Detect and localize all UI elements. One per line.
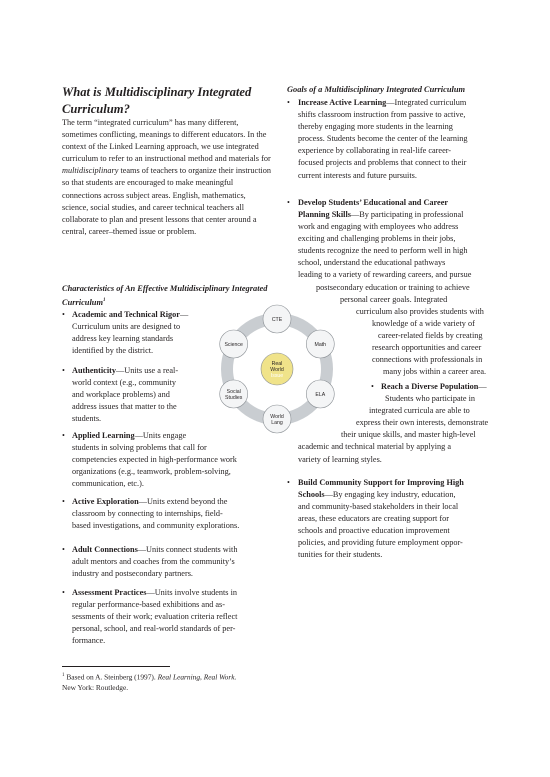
characteristic-line: organizations (e.g., teamwork, problem-solving, bbox=[72, 467, 231, 477]
footnote-divider bbox=[62, 666, 170, 667]
characteristic-line: communication, etc.). bbox=[72, 479, 144, 489]
characteristic-line: industry and postsecondary partners. bbox=[72, 569, 193, 579]
goal-line: policies, and providing future employment oppor- bbox=[298, 538, 463, 548]
characteristic-line: Curriculum units are designed to bbox=[72, 322, 181, 332]
goal-line: express their own interests, demonstrate bbox=[356, 418, 489, 428]
bullet-icon: • bbox=[62, 545, 65, 554]
goal-line: postsecondary education or training to achieve bbox=[316, 282, 470, 292]
characteristic-line: personal, school, and real-world standards of per- bbox=[72, 624, 236, 634]
curriculum-diagram bbox=[208, 300, 346, 438]
main-heading: What is Multidisciplinary Integrated Curriculum? bbox=[62, 85, 252, 116]
characteristic-text: — bbox=[179, 310, 189, 319]
goal-line: knowledge of a wide variety of bbox=[372, 318, 475, 328]
center-label: Issue bbox=[270, 373, 284, 379]
characteristic-term: Assessment Practices bbox=[72, 588, 147, 597]
goal-line: variety of learning styles. bbox=[298, 454, 382, 464]
characteristic-item bbox=[72, 309, 188, 321]
characteristic-line: address key learning standards bbox=[72, 334, 174, 344]
characteristic-term: Adult Connections bbox=[72, 545, 138, 554]
diagram-node-label: Studies bbox=[225, 395, 243, 401]
bullet-icon: • bbox=[62, 366, 65, 375]
goal-line: their unique skills, and master high-level bbox=[341, 430, 476, 440]
characteristic-line: world context (e.g., community bbox=[72, 378, 177, 388]
goal-line: work and engaging with employees who address bbox=[298, 222, 459, 231]
diagram-node-label: Science bbox=[224, 342, 243, 348]
goal-line: process. Students become the center of the learning bbox=[298, 134, 468, 144]
characteristic-term: Active Exploration bbox=[72, 497, 139, 506]
goal-term: Reach a Diverse Population bbox=[381, 382, 479, 391]
goal-text: — bbox=[478, 382, 487, 391]
goal-line: experience by collaborating in real-life career- bbox=[298, 146, 452, 156]
goal-item bbox=[298, 209, 463, 221]
bullet-icon: • bbox=[62, 588, 65, 597]
characteristic-term: Applied Learning bbox=[72, 431, 135, 440]
goal-line: curriculum also provides students with bbox=[356, 306, 484, 316]
goal-text: —Integrated curriculum bbox=[386, 98, 467, 107]
center-label: World bbox=[270, 367, 284, 373]
diagram-node-label: Math bbox=[314, 342, 327, 348]
characteristic-item bbox=[72, 544, 237, 556]
bullet-icon: • bbox=[371, 382, 374, 391]
bullet-icon: • bbox=[287, 478, 290, 487]
characteristic-term: Authenticity bbox=[72, 366, 116, 375]
goal-line: integrated curricula are able to bbox=[369, 406, 470, 416]
characteristic-item bbox=[72, 365, 178, 377]
goal-line: areas, these educators are creating support for bbox=[298, 514, 449, 524]
goal-line: thereby engaging more students in the learning bbox=[298, 122, 453, 132]
characteristic-line: address issues that matter to the bbox=[72, 402, 177, 412]
diagram-node-label: World bbox=[270, 414, 284, 420]
diagram-node-label: Social bbox=[226, 389, 241, 395]
goal-line: leading to a variety of rewarding careers, and pursue bbox=[298, 270, 472, 280]
characteristic-line: based investigations, and community explorations. bbox=[72, 521, 240, 531]
goal-line: personal career goals. Integrated bbox=[340, 294, 448, 304]
footnote: $^1$ Based on A. Steinberg (1997). Real Learning, Real Work. New York: Routledge. bbox=[62, 672, 237, 692]
goal-term: Build Community Support for Improving High bbox=[298, 478, 464, 487]
goal-line: focused projects and problems that connect to their bbox=[298, 158, 467, 168]
goal-line: tunities for their students. bbox=[298, 550, 383, 560]
goal-line: many jobs within a career area. bbox=[383, 367, 487, 377]
goal-line: current interests and future pursuits. bbox=[298, 170, 417, 180]
goal-text: —By engaging key industry, education, bbox=[324, 490, 456, 499]
goal-line: school, understand the educational pathways bbox=[298, 258, 446, 268]
bullet-icon: • bbox=[62, 497, 65, 506]
characteristic-item bbox=[72, 496, 227, 508]
diagram-node-label: ELA bbox=[315, 392, 326, 398]
characteristic-line: classroom by connecting to internships, field- bbox=[72, 509, 223, 519]
goal-line: and community-based stakeholders in their local bbox=[298, 502, 459, 511]
characteristic-line: students in solving problems that call for bbox=[72, 443, 207, 453]
characteristic-item bbox=[72, 430, 186, 442]
goal-term: Develop Students’ Educational and Career bbox=[298, 198, 449, 207]
goal-line: career-related fields by creating bbox=[378, 330, 483, 340]
goal-term: Schools bbox=[298, 490, 325, 499]
characteristic-line: identified by the district. bbox=[72, 346, 154, 356]
goals-heading: Goals of a Multidisciplinary Integrated Curriculum bbox=[287, 85, 465, 94]
characteristic-line: adult mentors and coaches from the community’s bbox=[72, 557, 235, 567]
bullet-icon: • bbox=[287, 98, 290, 107]
goal-line: shifts classroom instruction from passive to active, bbox=[298, 110, 466, 119]
characteristics-heading: Characteristics of An Effective Multidisciplinary Integrated Curriculum$^1$ bbox=[62, 284, 268, 307]
goal-line: academic and technical material by applying a bbox=[298, 442, 452, 452]
characteristic-line: formance. bbox=[72, 636, 106, 646]
bullet-icon: • bbox=[287, 198, 290, 207]
goal-item bbox=[381, 381, 487, 393]
characteristic-term: Academic and Technical Rigor bbox=[72, 310, 180, 319]
goal-line: students recognize the need to perform well in high bbox=[298, 246, 468, 256]
bullet-icon: • bbox=[62, 431, 65, 440]
goal-item bbox=[298, 489, 456, 501]
goal-line: Students who participate in bbox=[385, 394, 476, 403]
characteristic-text: —Units involve students in bbox=[146, 588, 237, 597]
diagram-node-label: Lang bbox=[271, 420, 283, 426]
goal-line: exciting and challenging problems in their jobs, bbox=[298, 234, 456, 244]
goal-line: research opportunities and career bbox=[372, 343, 482, 352]
center-label: Real bbox=[271, 361, 283, 367]
characteristic-text: —Units connect students with bbox=[137, 545, 238, 554]
characteristic-text: —Units extend beyond the bbox=[138, 497, 228, 506]
characteristic-line: students. bbox=[72, 414, 102, 424]
characteristic-line: and workplace problems) and bbox=[72, 390, 170, 400]
goal-line: schools and proactive education improvement bbox=[298, 526, 450, 536]
goal-term: Planning Skills bbox=[298, 210, 351, 219]
characteristic-item bbox=[72, 587, 237, 599]
characteristic-line: competencies expected in high-performance work bbox=[72, 455, 237, 465]
diagram-node-label: CTE bbox=[271, 317, 283, 323]
characteristic-line: regular performance-based exhibitions and as- bbox=[72, 600, 226, 610]
goal-item bbox=[298, 97, 466, 109]
goal-line: connections with professionals in bbox=[372, 355, 483, 365]
intro-paragraph: The term “integrated curriculum” has many different, sometimes conflicting, meanings to different educators. In the context of the Linked Learning approach, we use integrated curriculum to refer to an instructional method and materials for multidisciplinary teams of teachers to organize their instruction so that students are encouraged to make meaningful connections across subject areas. English, mathematics, science, social studies, and career technical teachers all collaborate to plan and present lessons that center around a central, career–themed issue or problem. bbox=[62, 118, 272, 236]
goal-term: Increase Active Learning bbox=[298, 98, 387, 107]
characteristic-text: —Units engage bbox=[134, 431, 187, 440]
bullet-icon: • bbox=[62, 310, 65, 319]
goal-text: —By participating in professional bbox=[350, 210, 464, 219]
characteristic-line: sessments of their work; evaluation criteria reflect bbox=[72, 612, 238, 622]
characteristic-text: —Units use a real- bbox=[116, 366, 179, 375]
